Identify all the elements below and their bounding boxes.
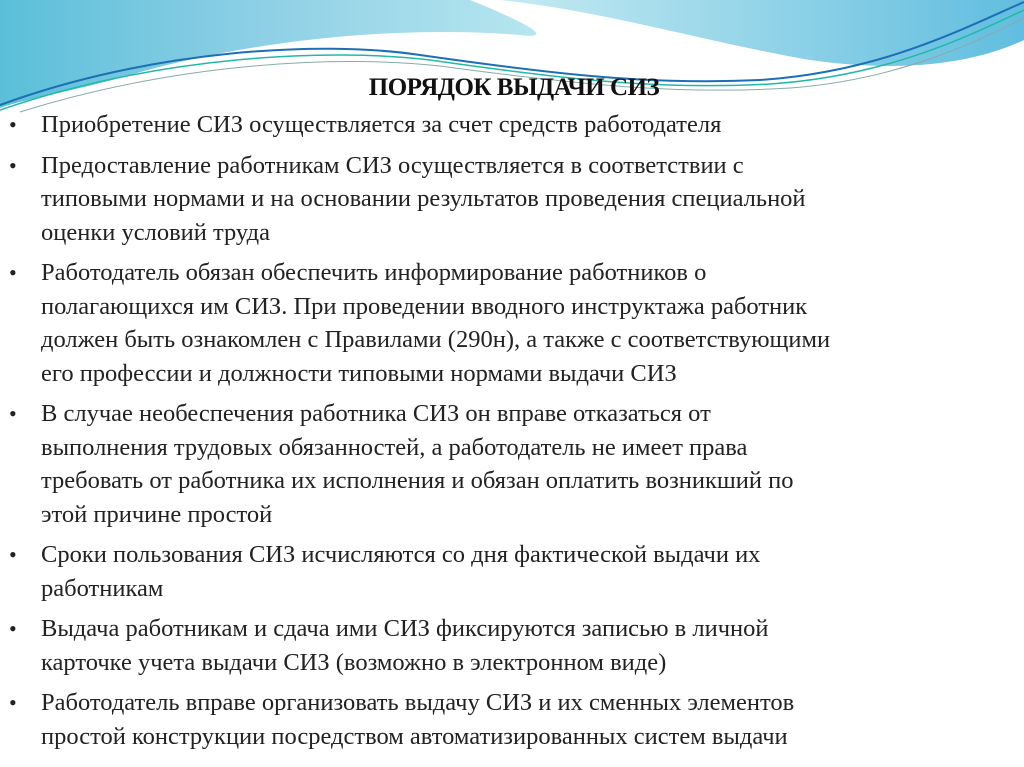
bullet-marker: •	[9, 112, 17, 137]
bullet-text-line: Предоставление работникам СИЗ осуществляется в соответствии с	[41, 151, 744, 179]
bullet-text-line: простой конструкции посредством автоматизированных систем выдачи	[41, 722, 788, 750]
bullet-marker: •	[9, 616, 17, 641]
slide-title: ПОРЯДОК ВЫДАЧИ СИЗ	[368, 74, 660, 101]
bullet-item	[0, 538, 1024, 605]
bullet-item	[0, 686, 1024, 753]
bullet-text-line: Работодатель вправе организовать выдачу СИЗ и их сменных элементов	[41, 689, 795, 716]
bullet-text-line: Приобретение СИЗ осуществляется за счет средств работодателя	[41, 111, 722, 138]
bullet-text-line: Выдача работникам и сдача ими СИЗ фиксируются записью в личной	[41, 615, 769, 642]
bullet-item	[0, 612, 1024, 679]
bullet-marker: •	[9, 152, 17, 178]
bullet-marker: •	[9, 260, 17, 285]
bullet-text-line: требовать от работника их исполнения и обязан оплатить возникший по	[41, 467, 794, 494]
bullet-text-line: его профессии и должности типовыми нормами выдачи СИЗ	[41, 359, 677, 387]
bullet-text-line: этой причине простой	[41, 500, 273, 528]
bullet-text-line: выполнения трудовых обязанностей, а работодатель не имеет права	[41, 433, 748, 461]
bullet-text-line: Работодатель обязан обеспечить информирование работников о	[41, 259, 707, 286]
bullet-item	[0, 149, 1024, 250]
bullet-text-line: должен быть ознакомлен с Правилами (290н), а также с соответствующими	[41, 326, 831, 353]
bullet-text-line: полагающихся им СИЗ. При проведении вводного инструктажа работник	[41, 292, 808, 320]
bullet-list	[0, 108, 1024, 760]
header-wave-decoration	[0, 0, 1024, 120]
bullet-text-line: карточке учета выдачи СИЗ (возможно в электронном виде)	[41, 648, 667, 676]
bullet-marker: •	[9, 690, 17, 715]
bullet-marker: •	[9, 542, 17, 567]
bullet-text-line: типовыми нормами и на основании результатов проведения специальной	[41, 185, 806, 212]
bullet-text-line: В случае необеспечения работника СИЗ он вправе отказаться от	[41, 400, 711, 427]
bullet-text-line: оценки условий труда	[41, 218, 270, 246]
bullet-marker: •	[9, 401, 17, 426]
bullet-item	[0, 108, 1024, 142]
bullet-item	[0, 397, 1024, 531]
bullet-item	[0, 256, 1024, 390]
bullet-text-line: работникам	[41, 574, 164, 602]
bullet-text-line: Сроки пользования СИЗ исчисляются со дня фактической выдачи их	[41, 541, 761, 568]
